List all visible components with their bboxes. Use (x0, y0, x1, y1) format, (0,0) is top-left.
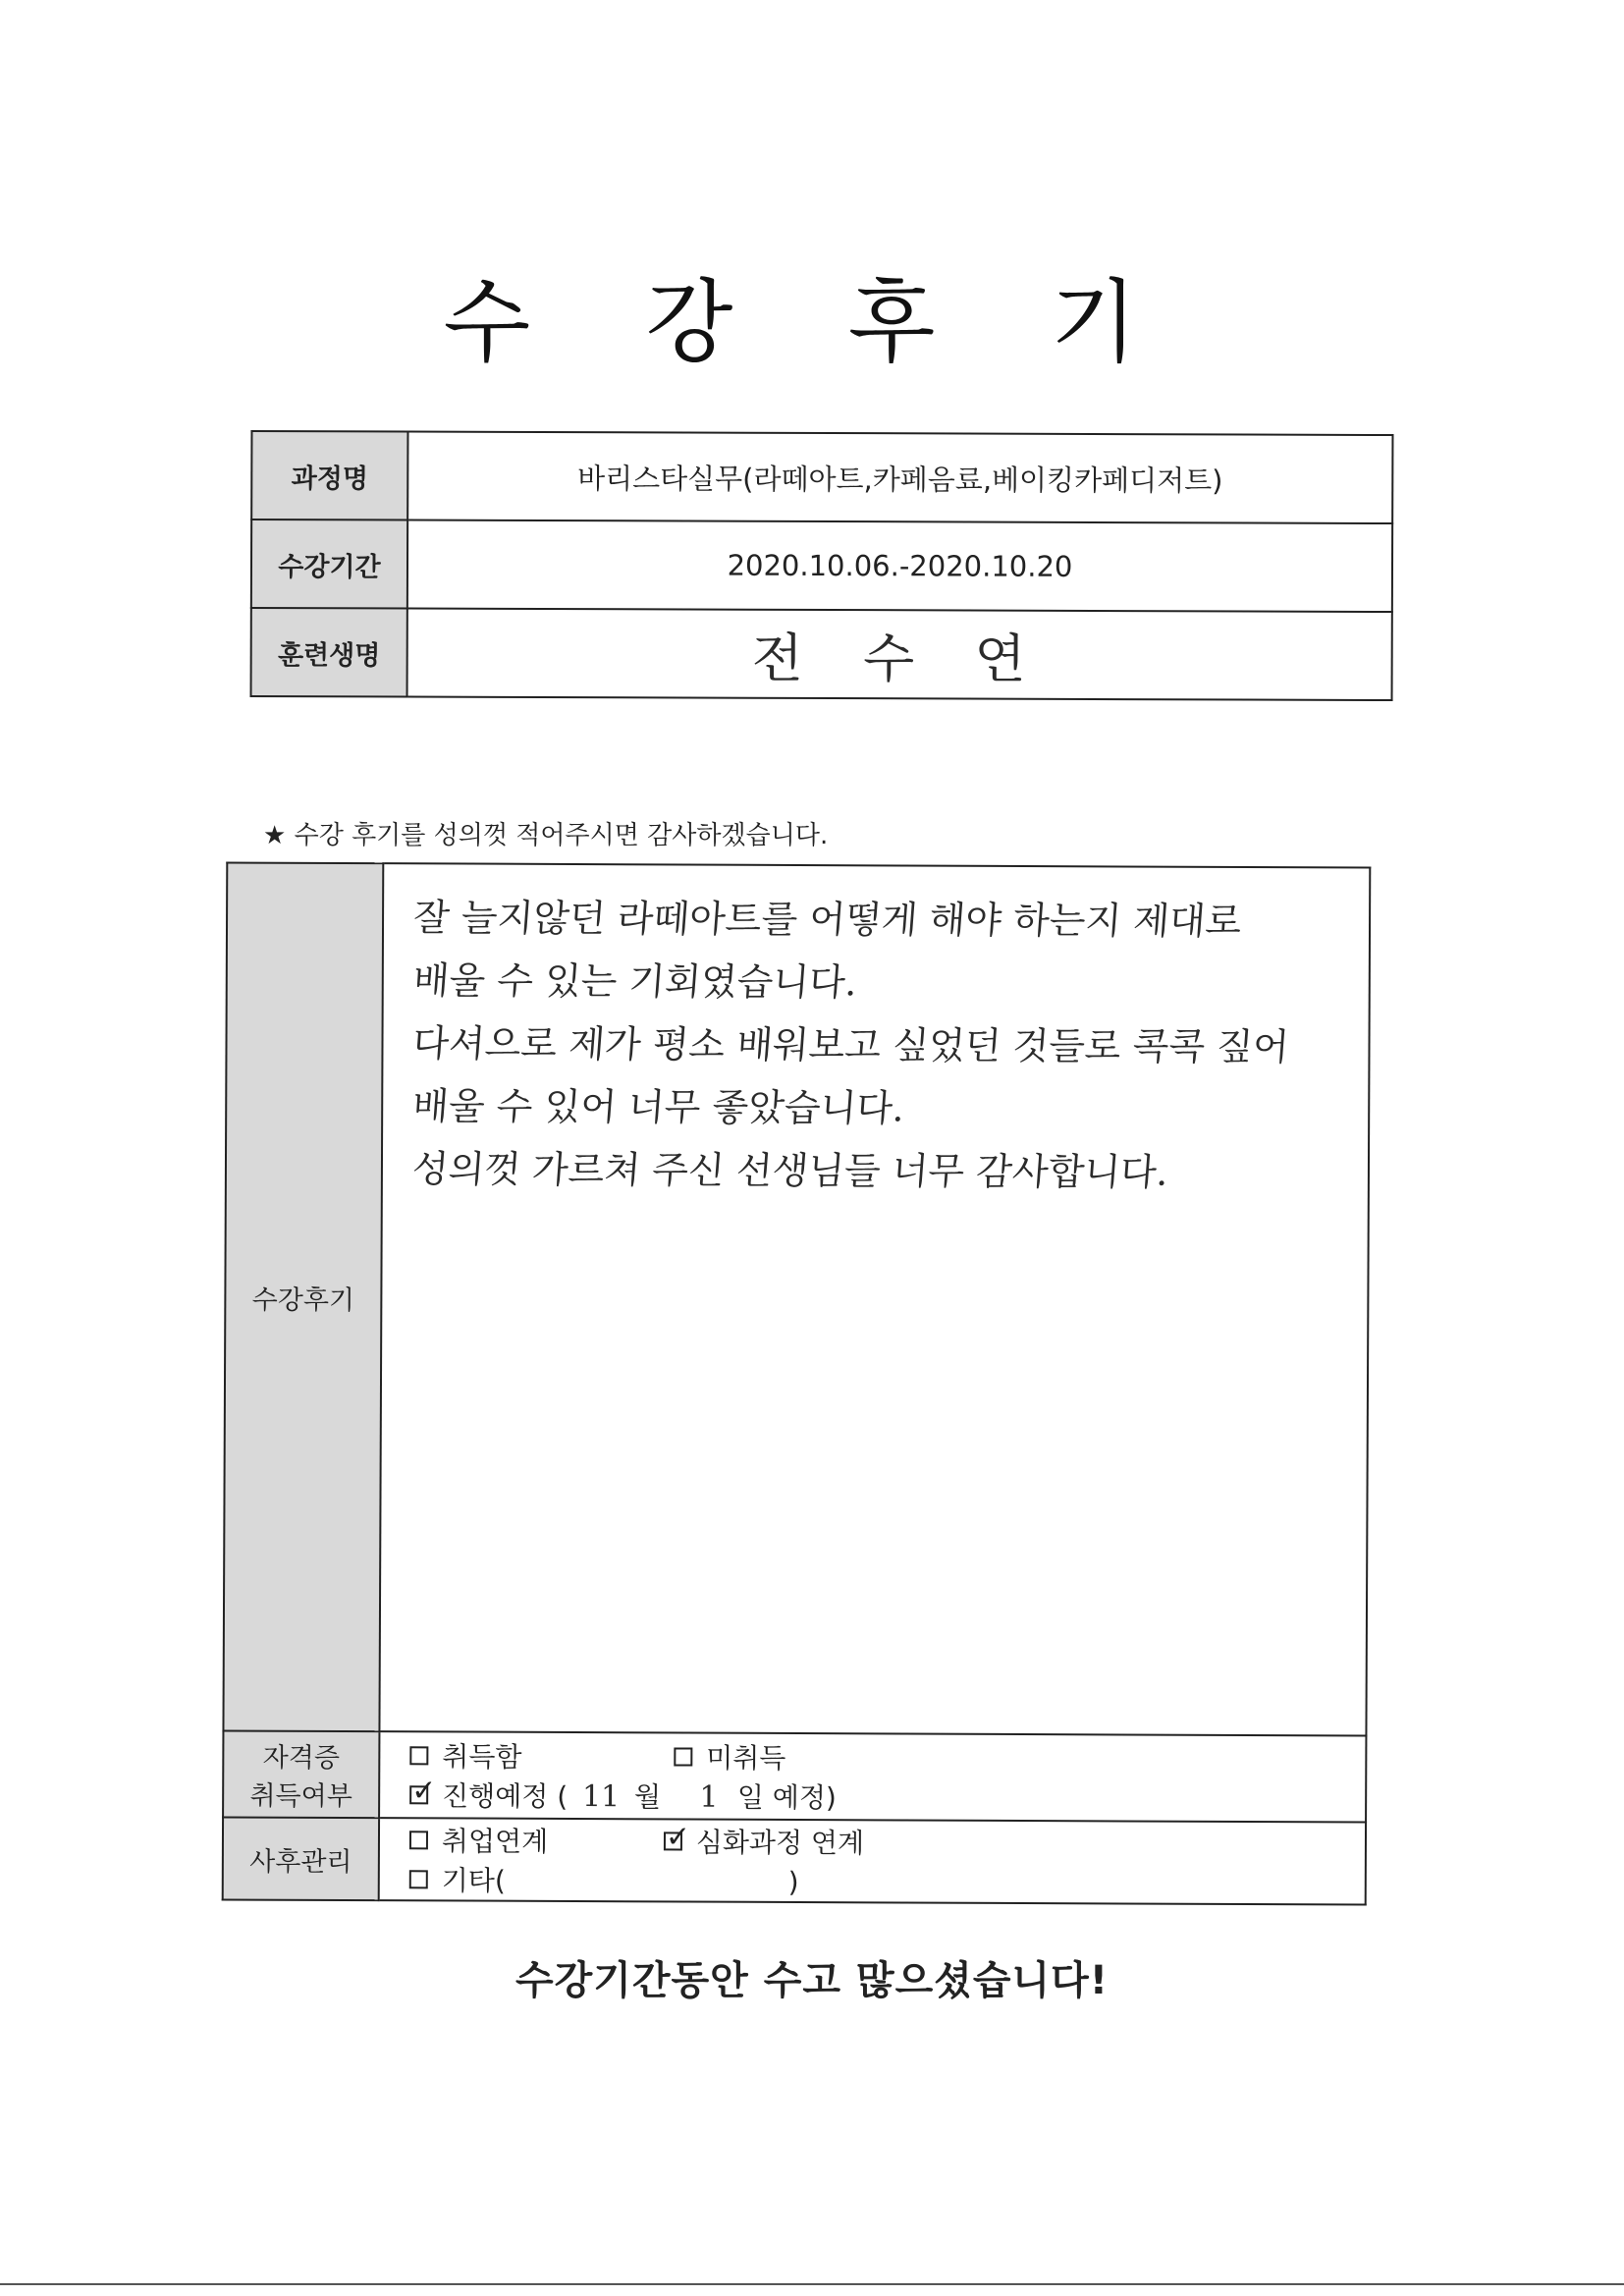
checkbox-not-acquired[interactable] (674, 1747, 692, 1766)
review-table (222, 861, 1372, 1905)
review-line: 배울 수 있는 기회였습니다. (411, 958, 859, 1005)
other-close-paren: ) (787, 1865, 799, 1899)
review-line: 잘 늘지않던 라떼아트를 어떻게 해야 하는지 제대로 (411, 896, 1244, 943)
trainee-name-label: 훈련생명 (251, 608, 407, 697)
option-employment[interactable] (409, 1820, 655, 1860)
review-line: 배울 수 있어 너무 좋았습니다. (410, 1084, 906, 1130)
closing-message: 수강기간동안 수고 많으셨습니다! (514, 1958, 1110, 2003)
scan-edge-divider (0, 2283, 1624, 2285)
aftercare-label: 사후관리 (223, 1817, 379, 1900)
option-acquired[interactable] (409, 1735, 665, 1776)
option-label: 미취득 (706, 1741, 786, 1775)
certificate-label-line: 취득여부 (249, 1780, 352, 1813)
checkbox-other[interactable] (409, 1870, 428, 1888)
course-info-table (250, 430, 1394, 701)
check-mark-icon: ✓ (665, 1819, 691, 1855)
review-label: 수강후기 (223, 862, 383, 1731)
month-value: 11 (581, 1779, 621, 1815)
month-label: 월 (633, 1780, 662, 1814)
trainee-name-value: 전 수 연 (407, 609, 1392, 701)
day-value: 1 (699, 1779, 719, 1815)
option-other[interactable] (409, 1859, 799, 1900)
option-not-acquired[interactable] (674, 1736, 919, 1777)
checkbox-employment[interactable] (409, 1831, 428, 1849)
period-value: 2020.10.06.-2020.10.20 (407, 520, 1392, 613)
course-name-label: 과정명 (251, 431, 407, 520)
option-planned[interactable] (409, 1775, 837, 1816)
option-label: 취업연계 (441, 1825, 549, 1858)
review-text-area (379, 863, 1370, 1735)
day-label: 일 예정) (736, 1780, 837, 1815)
option-label: 심화과정 연계 (695, 1826, 865, 1860)
certificate-options (379, 1731, 1366, 1822)
check-mark-icon: ✓ (411, 1773, 437, 1808)
review-line: 성의껏 가르쳐 주신 선생님들 너무 감사합니다. (410, 1147, 1170, 1194)
certificate-label (223, 1730, 379, 1818)
review-line: 다셔으로 제가 평소 배워보고 싶었던 것들로 콕콕 짚어 (410, 1021, 1291, 1069)
period-label: 수강기간 (251, 519, 407, 609)
checkbox-acquired[interactable] (409, 1746, 428, 1765)
notice-text: ★ 수강 후기를 성의껏 적어주시면 감사하겠습니다. (263, 821, 829, 850)
option-label: 진행예정 ( (442, 1779, 568, 1813)
certificate-label-line: 자격증 (262, 1742, 341, 1774)
aftercare-options (379, 1818, 1366, 1904)
checkbox-planned[interactable] (409, 1773, 437, 1808)
checkbox-advanced[interactable] (664, 1819, 691, 1855)
option-advanced[interactable] (664, 1821, 968, 1861)
other-input-blank[interactable] (514, 1890, 780, 1891)
option-label: 취득함 (442, 1740, 522, 1774)
course-name-value: 바리스타실무(라떼아트,카페음료,베이킹카페디저트) (407, 432, 1392, 524)
option-label: 기타( (441, 1864, 506, 1897)
document-title: 수 강 후 기 (443, 270, 1181, 375)
